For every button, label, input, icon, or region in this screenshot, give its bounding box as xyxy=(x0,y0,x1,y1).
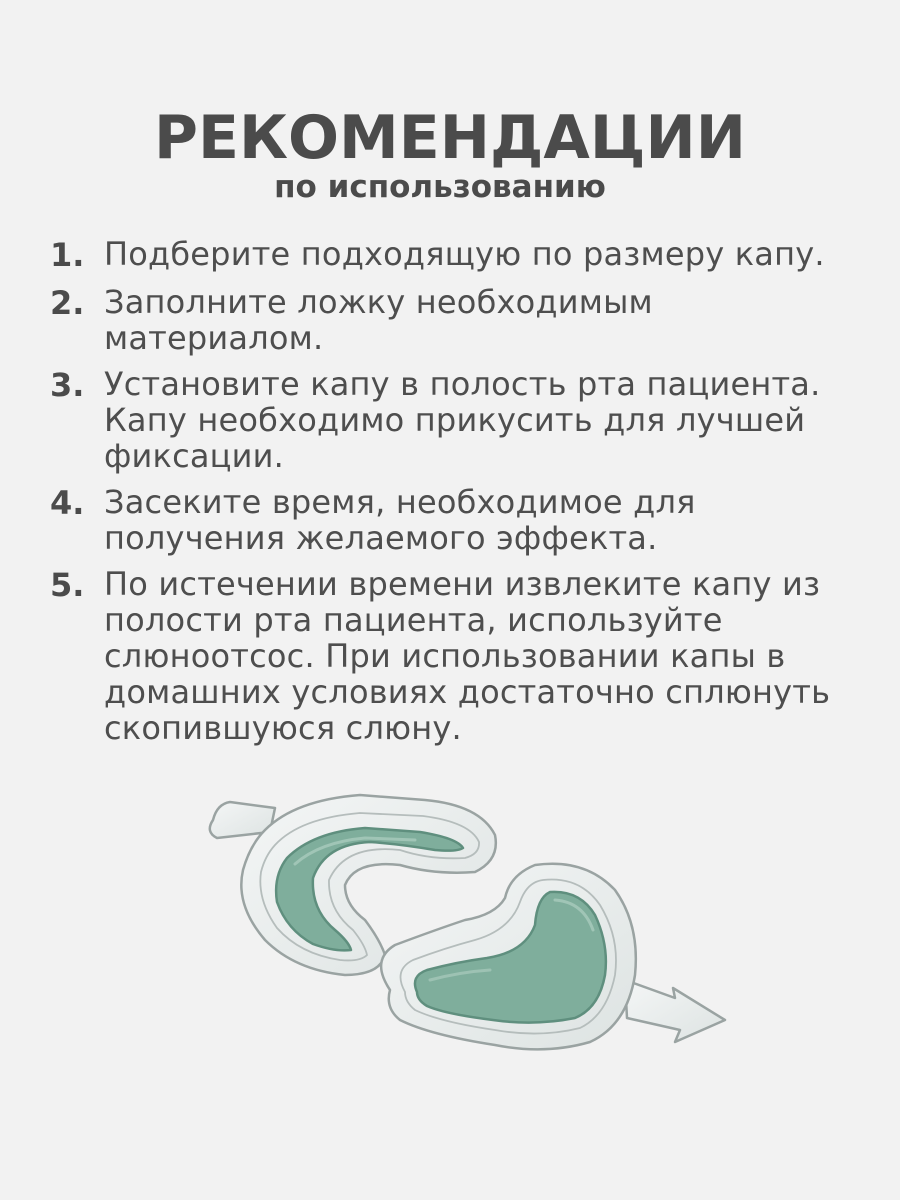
step-item xyxy=(50,484,880,556)
step-item xyxy=(50,566,880,746)
dental-tray-illustration xyxy=(195,780,740,1070)
step-text: По истечении времени извлеките капу из полости рта пациента, используйте слюноотсос. При использовании капы в домашних условиях достаточно сплюнуть скопившуюся слюну. xyxy=(104,565,831,747)
step-item xyxy=(50,284,880,356)
step-text: Подберите подходящую по размеру капу. xyxy=(104,235,825,273)
step-number: 5. xyxy=(50,566,85,604)
step-text: Установите капу в полость рта пациента. Капу необходимо прикусить для лучшей фиксации. xyxy=(104,365,821,475)
step-text: Засеките время, необходимое для получения желаемого эффекта. xyxy=(104,483,696,557)
step-text: Заполните ложку необходимым материалом. xyxy=(104,283,653,357)
step-number: 3. xyxy=(50,366,85,404)
step-number: 2. xyxy=(50,284,85,322)
step-number: 1. xyxy=(50,236,85,274)
page-subtitle: по использованию xyxy=(274,169,606,205)
dental-tray-icon xyxy=(195,780,740,1070)
page-title: РЕКОМЕНДАЦИИ xyxy=(154,103,746,173)
step-item xyxy=(50,366,880,474)
step-number: 4. xyxy=(50,484,85,522)
steps-list xyxy=(50,236,880,756)
step-item xyxy=(50,236,880,274)
